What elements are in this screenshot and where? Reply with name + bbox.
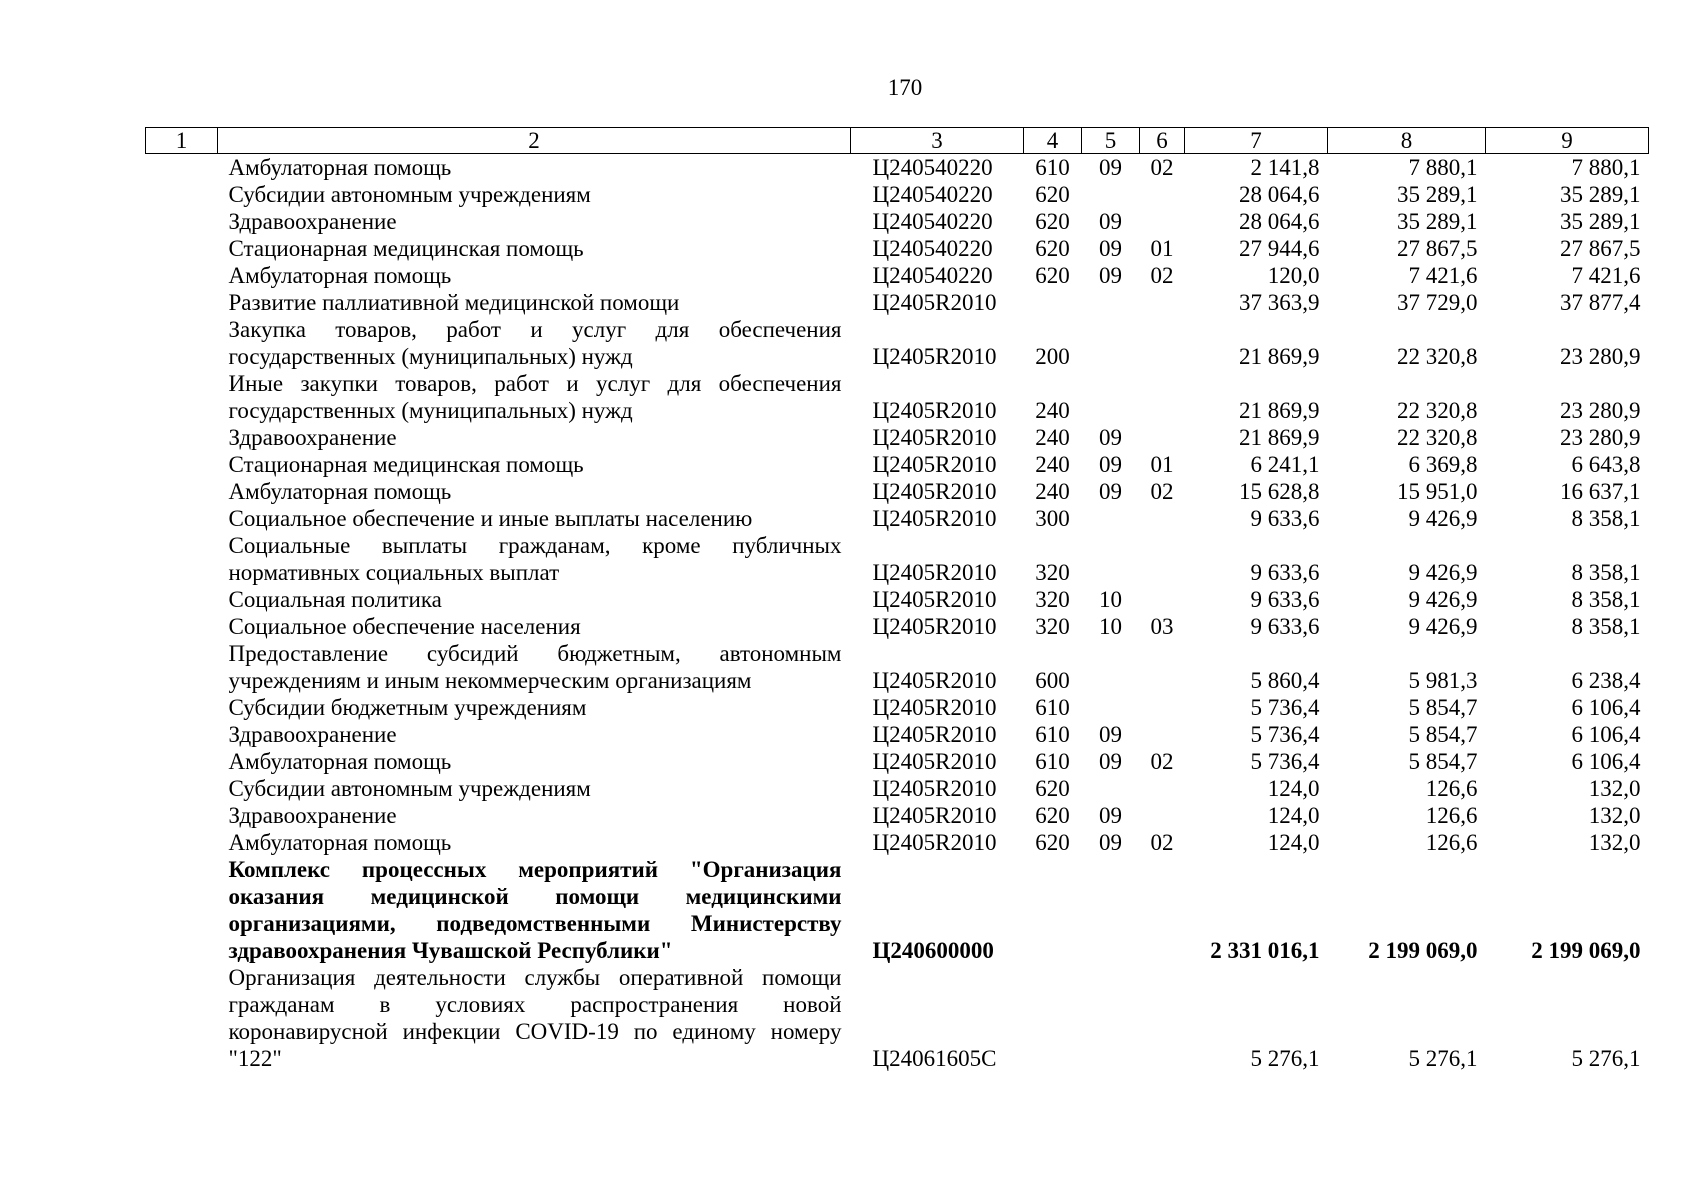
expense-type-cell: 240 xyxy=(1035,479,1070,504)
section-cell: 09 xyxy=(1099,830,1122,855)
target-code-cell: Ц2405R2010 xyxy=(872,830,997,855)
section-cell xyxy=(1082,181,1140,208)
subsection-cell: 02 xyxy=(1150,830,1174,855)
amount-year2-cell: 37 729,0 xyxy=(1397,290,1478,315)
amount-year2-cell: 5 854,7 xyxy=(1408,695,1478,720)
table-row xyxy=(146,424,1649,451)
amount-year2-cell: 5 276,1 xyxy=(1408,1046,1478,1071)
amount-year3-cell: 7 880,1 xyxy=(1571,155,1641,180)
target-code-cell: Ц2405R2010 xyxy=(872,425,997,450)
row-number-cell xyxy=(146,586,218,613)
header-cell-3: 3 xyxy=(851,128,1024,154)
amount-year3-cell: 132,0 xyxy=(1588,803,1641,828)
section-cell: 09 xyxy=(1099,425,1122,450)
expense-type-cell xyxy=(1024,856,1082,964)
table-body xyxy=(146,154,1649,1073)
row-number-cell xyxy=(146,451,218,478)
budget-table xyxy=(145,127,1649,1072)
target-code-cell: Ц2405R2010 xyxy=(872,560,997,585)
section-cell: 10 xyxy=(1099,614,1122,639)
header-cell-6: 6 xyxy=(1140,128,1185,154)
subsection-cell xyxy=(1140,856,1185,964)
header-row xyxy=(146,128,1649,154)
amount-year2-cell: 126,6 xyxy=(1425,776,1478,801)
item-name-cell: Иные закупки товаров, работ и услуг для обеспечения государственных (муниципальных) нужд xyxy=(228,371,842,423)
subsection-cell xyxy=(1140,721,1185,748)
expense-type-cell: 240 xyxy=(1035,398,1070,423)
subsection-cell: 02 xyxy=(1150,749,1174,774)
row-number-cell xyxy=(146,289,218,316)
expense-type-cell: 610 xyxy=(1035,749,1070,774)
section-cell xyxy=(1082,316,1140,370)
amount-year1-cell: 9 633,6 xyxy=(1250,560,1320,585)
row-number-cell xyxy=(146,748,218,775)
expense-type-cell: 620 xyxy=(1035,830,1070,855)
target-code-cell: Ц2405R2010 xyxy=(872,722,997,747)
table-row xyxy=(146,370,1649,424)
subsection-cell xyxy=(1140,181,1185,208)
row-number-cell xyxy=(146,262,218,289)
amount-year2-cell: 126,6 xyxy=(1425,830,1478,855)
row-number-cell xyxy=(146,235,218,262)
item-name-cell: Предоставление субсидий бюджетным, автономным учреждениям и иным некоммерческим организациям xyxy=(228,641,842,693)
row-number-cell xyxy=(146,181,218,208)
table-row xyxy=(146,613,1649,640)
amount-year3-cell: 7 421,6 xyxy=(1571,263,1641,288)
item-name-cell: Амбулаторная помощь xyxy=(228,830,452,855)
item-name-cell: Социальное обеспечение населения xyxy=(228,614,581,639)
amount-year3-cell: 5 276,1 xyxy=(1571,1046,1641,1071)
header-cell-8: 8 xyxy=(1328,128,1486,154)
amount-year3-cell: 6 106,4 xyxy=(1571,695,1641,720)
expense-type-cell: 300 xyxy=(1035,506,1070,531)
subsection-cell: 02 xyxy=(1150,155,1174,180)
subsection-cell xyxy=(1140,424,1185,451)
amount-year2-cell: 6 369,8 xyxy=(1408,452,1478,477)
item-name-cell: Социальное обеспечение и иные выплаты населению xyxy=(228,506,753,531)
section-cell xyxy=(1082,694,1140,721)
amount-year2-cell: 22 320,8 xyxy=(1397,398,1478,423)
amount-year3-cell: 8 358,1 xyxy=(1571,587,1641,612)
amount-year1-cell: 5 276,1 xyxy=(1250,1046,1320,1071)
subsection-cell xyxy=(1140,964,1185,1072)
row-number-cell xyxy=(146,829,218,856)
expense-type-cell: 600 xyxy=(1035,668,1070,693)
amount-year3-cell: 6 643,8 xyxy=(1571,452,1641,477)
subsection-cell xyxy=(1140,694,1185,721)
amount-year2-cell: 5 981,3 xyxy=(1408,668,1478,693)
item-name-cell: Субсидии бюджетным учреждениям xyxy=(228,695,587,720)
item-name-cell: Стационарная медицинская помощь xyxy=(228,236,584,261)
header-cell-2: 2 xyxy=(218,128,851,154)
subsection-cell xyxy=(1140,586,1185,613)
amount-year1-cell: 9 633,6 xyxy=(1250,506,1320,531)
section-cell xyxy=(1082,289,1140,316)
subsection-cell: 01 xyxy=(1150,452,1174,477)
section-cell: 09 xyxy=(1099,803,1122,828)
header-cell-9: 9 xyxy=(1486,128,1649,154)
amount-year1-cell: 28 064,6 xyxy=(1239,182,1320,207)
expense-type-cell: 620 xyxy=(1035,776,1070,801)
target-code-cell: Ц2405R2010 xyxy=(872,695,997,720)
item-name-cell: Здравоохранение xyxy=(228,803,397,828)
amount-year2-cell: 9 426,9 xyxy=(1408,587,1478,612)
subsection-cell: 02 xyxy=(1150,479,1174,504)
section-cell xyxy=(1082,856,1140,964)
table-row xyxy=(146,748,1649,775)
amount-year1-cell: 6 241,1 xyxy=(1250,452,1320,477)
amount-year1-cell: 28 064,6 xyxy=(1239,209,1320,234)
amount-year1-cell: 120,0 xyxy=(1267,263,1320,288)
row-number-cell xyxy=(146,208,218,235)
row-number-cell xyxy=(146,640,218,694)
expense-type-cell: 240 xyxy=(1035,425,1070,450)
amount-year3-cell: 132,0 xyxy=(1588,830,1641,855)
amount-year1-cell: 37 363,9 xyxy=(1239,290,1320,315)
table-row xyxy=(146,721,1649,748)
amount-year2-cell: 9 426,9 xyxy=(1408,506,1478,531)
row-number-cell xyxy=(146,370,218,424)
amount-year3-cell: 6 238,4 xyxy=(1571,668,1641,693)
subsection-cell xyxy=(1140,802,1185,829)
amount-year2-cell: 7 421,6 xyxy=(1408,263,1478,288)
item-name-cell: Субсидии автономным учреждениям xyxy=(228,776,591,801)
amount-year2-cell: 35 289,1 xyxy=(1397,209,1478,234)
amount-year2-cell: 9 426,9 xyxy=(1408,614,1478,639)
expense-type-cell: 240 xyxy=(1035,452,1070,477)
subsection-cell xyxy=(1140,775,1185,802)
row-number-cell xyxy=(146,478,218,505)
amount-year1-cell: 124,0 xyxy=(1267,830,1320,855)
table-header xyxy=(146,128,1649,154)
item-name-cell: Здравоохранение xyxy=(228,209,397,234)
amount-year1-cell: 9 633,6 xyxy=(1250,614,1320,639)
amount-year3-cell: 23 280,9 xyxy=(1560,344,1641,369)
amount-year2-cell: 9 426,9 xyxy=(1408,560,1478,585)
amount-year2-cell: 7 880,1 xyxy=(1408,155,1478,180)
amount-year2-cell: 2 199 069,0 xyxy=(1368,938,1478,963)
table-row xyxy=(146,154,1649,182)
amount-year3-cell: 16 637,1 xyxy=(1560,479,1641,504)
table-row xyxy=(146,964,1649,1072)
target-code-cell: Ц2405R2010 xyxy=(872,398,997,423)
target-code-cell: Ц2405R2010 xyxy=(872,803,997,828)
amount-year1-cell: 21 869,9 xyxy=(1239,398,1320,423)
amount-year1-cell: 5 736,4 xyxy=(1250,695,1320,720)
amount-year3-cell: 8 358,1 xyxy=(1571,560,1641,585)
target-code-cell: Ц2405R2010 xyxy=(872,344,997,369)
amount-year2-cell: 35 289,1 xyxy=(1397,182,1478,207)
target-code-cell: Ц240540220 xyxy=(872,263,993,288)
table-row xyxy=(146,235,1649,262)
item-name-cell: Закупка товаров, работ и услуг для обеспечения государственных (муниципальных) нужд xyxy=(228,317,842,369)
expense-type-cell: 320 xyxy=(1035,560,1070,585)
row-number-cell xyxy=(146,532,218,586)
target-code-cell: Ц2405R2010 xyxy=(872,614,997,639)
amount-year1-cell: 27 944,6 xyxy=(1239,236,1320,261)
subsection-cell: 03 xyxy=(1150,614,1174,639)
section-cell: 09 xyxy=(1099,263,1122,288)
amount-year1-cell: 2 141,8 xyxy=(1250,155,1320,180)
item-name-cell: Организация деятельности службы оперативной помощи гражданам в условиях распространения новой коронавирусной инфекции COVID-19 по единому номеру "122" xyxy=(228,965,842,1071)
target-code-cell: Ц2405R2010 xyxy=(872,587,997,612)
target-code-cell: Ц240540220 xyxy=(872,155,993,180)
amount-year3-cell: 132,0 xyxy=(1588,776,1641,801)
row-number-cell xyxy=(146,856,218,964)
section-cell xyxy=(1082,775,1140,802)
amount-year1-cell: 15 628,8 xyxy=(1239,479,1320,504)
row-number-cell xyxy=(146,721,218,748)
item-name-cell: Здравоохранение xyxy=(228,722,397,747)
amount-year2-cell: 22 320,8 xyxy=(1397,344,1478,369)
row-number-cell xyxy=(146,424,218,451)
amount-year3-cell: 35 289,1 xyxy=(1560,182,1641,207)
amount-year3-cell: 23 280,9 xyxy=(1560,398,1641,423)
subsection-cell xyxy=(1140,505,1185,532)
amount-year3-cell: 8 358,1 xyxy=(1571,506,1641,531)
table-row xyxy=(146,694,1649,721)
table-row xyxy=(146,856,1649,964)
header-cell-5: 5 xyxy=(1082,128,1140,154)
header-cell-7: 7 xyxy=(1185,128,1328,154)
table-row xyxy=(146,289,1649,316)
subsection-cell xyxy=(1140,532,1185,586)
subsection-cell xyxy=(1140,640,1185,694)
item-name-cell: Социальные выплаты гражданам, кроме публичных нормативных социальных выплат xyxy=(228,533,842,585)
amount-year1-cell: 21 869,9 xyxy=(1239,425,1320,450)
section-cell: 09 xyxy=(1099,155,1122,180)
amount-year3-cell: 8 358,1 xyxy=(1571,614,1641,639)
item-name-cell: Стационарная медицинская помощь xyxy=(228,452,584,477)
row-number-cell xyxy=(146,775,218,802)
table-row xyxy=(146,829,1649,856)
item-name-cell: Развитие паллиативной медицинской помощи xyxy=(228,290,680,315)
section-cell xyxy=(1082,532,1140,586)
expense-type-cell: 610 xyxy=(1035,155,1070,180)
amount-year1-cell: 5 736,4 xyxy=(1250,722,1320,747)
header-cell-4: 4 xyxy=(1024,128,1082,154)
table-row xyxy=(146,640,1649,694)
target-code-cell: Ц24061605С xyxy=(872,1046,997,1071)
page-number: 170 xyxy=(887,75,923,100)
section-cell xyxy=(1082,640,1140,694)
subsection-cell xyxy=(1140,208,1185,235)
amount-year1-cell: 2 331 016,1 xyxy=(1210,938,1320,963)
amount-year2-cell: 22 320,8 xyxy=(1397,425,1478,450)
target-code-cell: Ц240540220 xyxy=(872,236,993,261)
amount-year1-cell: 124,0 xyxy=(1267,803,1320,828)
table-row xyxy=(146,181,1649,208)
section-cell: 09 xyxy=(1099,722,1122,747)
target-code-cell: Ц2405R2010 xyxy=(872,290,997,315)
target-code-cell: Ц2405R2010 xyxy=(872,506,997,531)
section-cell: 09 xyxy=(1099,452,1122,477)
amount-year3-cell: 6 106,4 xyxy=(1571,722,1641,747)
item-name-cell: Амбулаторная помощь xyxy=(228,263,452,288)
amount-year3-cell: 23 280,9 xyxy=(1560,425,1641,450)
section-cell xyxy=(1082,370,1140,424)
target-code-cell: Ц240600000 xyxy=(872,938,994,963)
amount-year2-cell: 126,6 xyxy=(1425,803,1478,828)
section-cell: 10 xyxy=(1099,587,1122,612)
section-cell: 09 xyxy=(1099,236,1122,261)
item-name-cell: Здравоохранение xyxy=(228,425,397,450)
section-cell xyxy=(1082,964,1140,1072)
expense-type-cell: 320 xyxy=(1035,614,1070,639)
target-code-cell: Ц240540220 xyxy=(872,209,993,234)
subsection-cell xyxy=(1140,289,1185,316)
amount-year3-cell: 35 289,1 xyxy=(1560,209,1641,234)
section-cell: 09 xyxy=(1099,479,1122,504)
amount-year1-cell: 5 860,4 xyxy=(1250,668,1320,693)
target-code-cell: Ц240540220 xyxy=(872,182,993,207)
expense-type-cell xyxy=(1024,289,1082,316)
target-code-cell: Ц2405R2010 xyxy=(872,452,997,477)
table-row xyxy=(146,586,1649,613)
expense-type-cell: 620 xyxy=(1035,236,1070,261)
row-number-cell xyxy=(146,964,218,1072)
table-row xyxy=(146,775,1649,802)
amount-year1-cell: 5 736,4 xyxy=(1250,749,1320,774)
expense-type-cell: 610 xyxy=(1035,695,1070,720)
amount-year2-cell: 27 867,5 xyxy=(1397,236,1478,261)
row-number-cell xyxy=(146,154,218,182)
expense-type-cell: 320 xyxy=(1035,587,1070,612)
expense-type-cell: 610 xyxy=(1035,722,1070,747)
table-row xyxy=(146,802,1649,829)
table-row xyxy=(146,532,1649,586)
amount-year1-cell: 21 869,9 xyxy=(1239,344,1320,369)
section-cell xyxy=(1082,505,1140,532)
target-code-cell: Ц2405R2010 xyxy=(872,479,997,504)
amount-year3-cell: 2 199 069,0 xyxy=(1531,938,1641,963)
item-name-cell: Комплекс процессных мероприятий "Организация оказания медицинской помощи медицинскими организациями, подведомственными Министерству здравоохранения Чувашской Республики" xyxy=(228,857,842,963)
table-row xyxy=(146,451,1649,478)
expense-type-cell: 620 xyxy=(1035,209,1070,234)
amount-year1-cell: 124,0 xyxy=(1267,776,1320,801)
item-name-cell: Амбулаторная помощь xyxy=(228,479,452,504)
table-row xyxy=(146,208,1649,235)
item-name-cell: Амбулаторная помощь xyxy=(228,749,452,774)
item-name-cell: Социальная политика xyxy=(228,587,442,612)
expense-type-cell xyxy=(1024,964,1082,1072)
amount-year3-cell: 37 877,4 xyxy=(1560,290,1641,315)
amount-year2-cell: 5 854,7 xyxy=(1408,749,1478,774)
row-number-cell xyxy=(146,505,218,532)
header-cell-1: 1 xyxy=(146,128,218,154)
subsection-cell xyxy=(1140,370,1185,424)
expense-type-cell: 200 xyxy=(1035,344,1070,369)
section-cell: 09 xyxy=(1099,749,1122,774)
row-number-cell xyxy=(146,316,218,370)
subsection-cell xyxy=(1140,316,1185,370)
section-cell: 09 xyxy=(1099,209,1122,234)
expense-type-cell: 620 xyxy=(1035,263,1070,288)
subsection-cell: 01 xyxy=(1150,236,1174,261)
target-code-cell: Ц2405R2010 xyxy=(872,776,997,801)
table-row xyxy=(146,478,1649,505)
table-row xyxy=(146,262,1649,289)
target-code-cell: Ц2405R2010 xyxy=(872,668,997,693)
amount-year3-cell: 27 867,5 xyxy=(1560,236,1641,261)
table-row xyxy=(146,316,1649,370)
amount-year1-cell: 9 633,6 xyxy=(1250,587,1320,612)
expense-type-cell: 620 xyxy=(1035,182,1070,207)
amount-year2-cell: 15 951,0 xyxy=(1397,479,1478,504)
row-number-cell xyxy=(146,802,218,829)
row-number-cell xyxy=(146,694,218,721)
amount-year3-cell: 6 106,4 xyxy=(1571,749,1641,774)
target-code-cell: Ц2405R2010 xyxy=(872,749,997,774)
table-row xyxy=(146,505,1649,532)
row-number-cell xyxy=(146,613,218,640)
subsection-cell: 02 xyxy=(1150,263,1174,288)
item-name-cell: Субсидии автономным учреждениям xyxy=(228,182,591,207)
item-name-cell: Амбулаторная помощь xyxy=(228,155,452,180)
amount-year2-cell: 5 854,7 xyxy=(1408,722,1478,747)
expense-type-cell: 620 xyxy=(1035,803,1070,828)
